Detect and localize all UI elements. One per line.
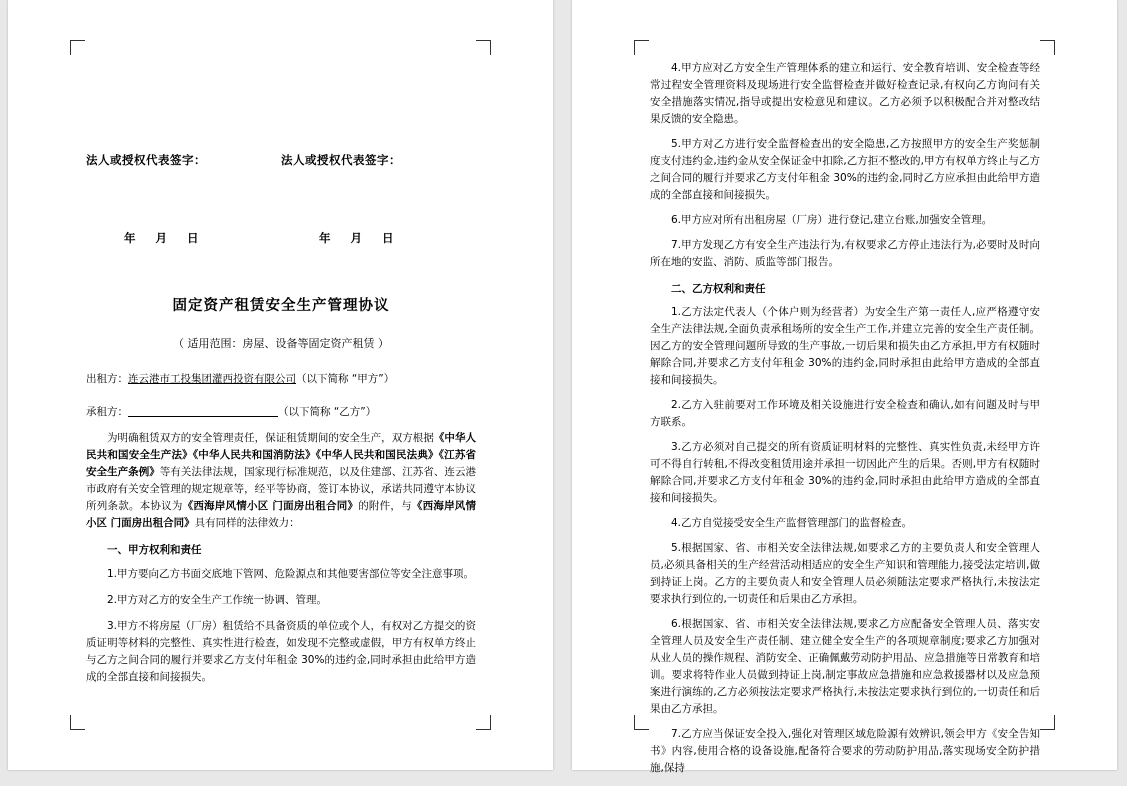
clause-b-7: 7.乙方应当保证安全投入,强化对管理区域危险源有效辨识,领会甲方《安全告知书》内容,使用合格的设备设施,配备符合要求的劳动防护用品,落实现场安全防护措施,保持 <box>650 728 1040 774</box>
crop-mark-top-left-icon <box>634 40 649 55</box>
signature-label-party-b: 法人或授权代表签字： <box>281 153 401 167</box>
lessor-line <box>86 371 476 388</box>
page-right-content <box>650 52 1040 774</box>
clause-a-6: 6.甲方应对所有出租房屋（厂房）进行登记,建立台账,加强安全管理。 <box>671 214 993 226</box>
preamble-part-2: 等有关法律法规，国家现行标准规范，以及住建部、江苏省、连云港市政府有关安全管理的规定规章等，经平等协商，签订本协议，承诺共同遵守本协议所列条款。本协议为 <box>86 465 477 512</box>
lessee-suffix: （以下简称 “乙方”） <box>278 405 377 418</box>
clause-b-6: 6.根据国家、省、市相关安全法律法规,要求乙方应配备安全管理人员、落实安全管理人员及安全生产责任制、建立健全安全生产的各项规章制度;要求乙方加强对从业人员的操作规程、消防安全、正确佩戴劳动防护用品、应急措施等日常教育和培训。要求将特作业人员做到持证上岗,制定事故应急措施和应急救援器材以及应急预案进行演练的,乙方必须按法定要求严格执行,未按法定要求执行到位的,一切责任和后果由乙方承担。 <box>650 618 1040 715</box>
date-line-party-a: 年 月 日 <box>124 231 207 245</box>
preamble-contract-ref-1: 《西海岸风情小区 门面房出租合同》 <box>182 499 359 512</box>
page-subtitle: （ 适用范围：房屋、设备等固定资产租赁 ） <box>173 337 389 350</box>
page-title: 固定资产租赁安全生产管理协议 <box>172 298 390 314</box>
lessor-name: 连云港市工投集团灌西投资有限公司 <box>128 373 296 385</box>
page-left-content <box>86 52 476 724</box>
preamble-part-3: 的附件，与 <box>358 499 412 512</box>
preamble-part-1: 为明确租赁双方的安全管理责任，保证租赁期间的安全生产，双方根据 <box>107 431 434 444</box>
section-heading-party-a: 一、甲方权利和责任 <box>107 543 202 556</box>
signature-row <box>86 152 476 168</box>
lessee-blank-field[interactable] <box>128 416 278 417</box>
lessor-label: 出租方： <box>86 373 128 385</box>
lessee-line <box>86 404 476 421</box>
crop-mark-top-left-icon <box>70 40 85 55</box>
crop-mark-top-right-icon <box>1040 40 1055 55</box>
clause-a-1: 1.甲方要向乙方书面交底地下管网、危险源点和其他要害部位等安全注意事项。 <box>107 567 475 580</box>
crop-mark-bottom-right-icon <box>1040 715 1055 730</box>
signature-label-party-a: 法人或授权代表签字： <box>86 153 206 167</box>
clause-a-5: 5.甲方对乙方进行安全监督检查出的安全隐患,乙方按照甲方的安全生产奖惩制度支付违约金,违约金从安全保证金中扣除,乙方拒不整改的,甲方有权单方终止与乙方之间合同的履行并要求乙方支付年租金 30%的违约金,同时乙方应承担由此给甲方造成的全部直接和间接损失。 <box>650 138 1040 201</box>
clause-a-2: 2.甲方对乙方的安全生产工作统一协调、管理。 <box>107 593 328 606</box>
clause-b-5: 5.根据国家、省、市相关安全法律法规,如要求乙方的主要负责人和安全管理人员,必须具备相关的生产经营活动相适应的安全生产知识和管理能力,接受法定培训,做到持证上岗。乙方的主要负责人和安全管理人员必须随法定要求严格执行,未按法定要求执行到位的,一切责任和后果由乙方承担。 <box>650 542 1040 605</box>
clause-a-3: 3.甲方不将房屋（厂房）租赁给不具备资质的单位或个人，有权对乙方提交的资质证明等材料的完整性、真实性进行检查，如发现不完整或虚假，甲方有权单方终止与乙方之间合同的履行并要求乙方支付年租金 30%的违约金,同时承担由此给甲方造成的全部直接和间接损失。 <box>86 619 476 683</box>
preamble-paragraph <box>86 430 476 532</box>
clause-a-7: 7.甲方发现乙方有安全生产违法行为,有权要求乙方停止违法行为,必要时及时向所在地的安监、消防、质监等部门报告。 <box>650 239 1040 268</box>
date-line-party-b: 年 月 日 <box>319 231 402 245</box>
crop-mark-bottom-right-icon <box>476 715 491 730</box>
lessor-suffix: （以下简称 “甲方”） <box>296 373 395 385</box>
clause-b-1: 1.乙方法定代表人（个体户则为经营者）为安全生产第一责任人,应严格遵守安全生产法律法规,全面负责承租场所的安全生产工作,并建立完善的安全生产责任制。因乙方的安全管理问题所导致的生产事故,一切后果和损失由乙方承担,甲方有权随时解除合同,并要求乙方支付年租金 30%的违约金,同时承担由此给甲方造成的全部直接和间接损失。 <box>650 306 1040 386</box>
section-heading-party-b: 二、乙方权利和责任 <box>671 283 766 295</box>
document-page-left <box>8 0 553 770</box>
preamble-contract-ref-2: 《西海岸风情小区 门面房出租合同》 <box>86 499 477 529</box>
clause-b-3: 3.乙方必须对自己提交的所有资质证明材料的完整性、真实性负责,未经甲方许可不得自行转租,不得改变租赁用途并承担一切因此产生的后果。否则,甲方有权随时解除合同,并要求乙方支付年租金 30%的违约金,同时承担由此给甲方造成的全部直接和间接损失。 <box>650 441 1040 504</box>
clause-b-2: 2.乙方入驻前要对工作环境及相关设施进行安全检查和确认,如有问题及时与甲方联系。 <box>650 399 1040 428</box>
date-row <box>86 230 476 246</box>
preamble-laws: 《中华人民共和国安全生产法》《中华人民共和国消防法》《中华人民共和国民法典》《江苏省安全生产条例》 <box>86 431 477 478</box>
document-page-right <box>572 0 1117 774</box>
crop-mark-bottom-left-icon <box>70 715 85 730</box>
crop-mark-top-right-icon <box>476 40 491 55</box>
crop-mark-bottom-left-icon <box>634 715 649 730</box>
clause-b-4: 4.乙方自觉接受安全生产监督管理部门的监督检查。 <box>671 517 913 529</box>
preamble-part-4: 具有同样的法律效力： <box>194 516 300 529</box>
clause-a-4: 4.甲方应对乙方安全生产管理体系的建立和运行、安全教育培训、安全检查等经常过程安全管理资料及现场进行安全监督检查并做好检查记录,有权向乙方询问有关安全措施落实情况,指导或提出安检意见和建议。乙方必须予以积极配合并对整改结果反馈的安全隐患。 <box>650 62 1040 125</box>
lessee-label: 承租方： <box>86 405 128 418</box>
